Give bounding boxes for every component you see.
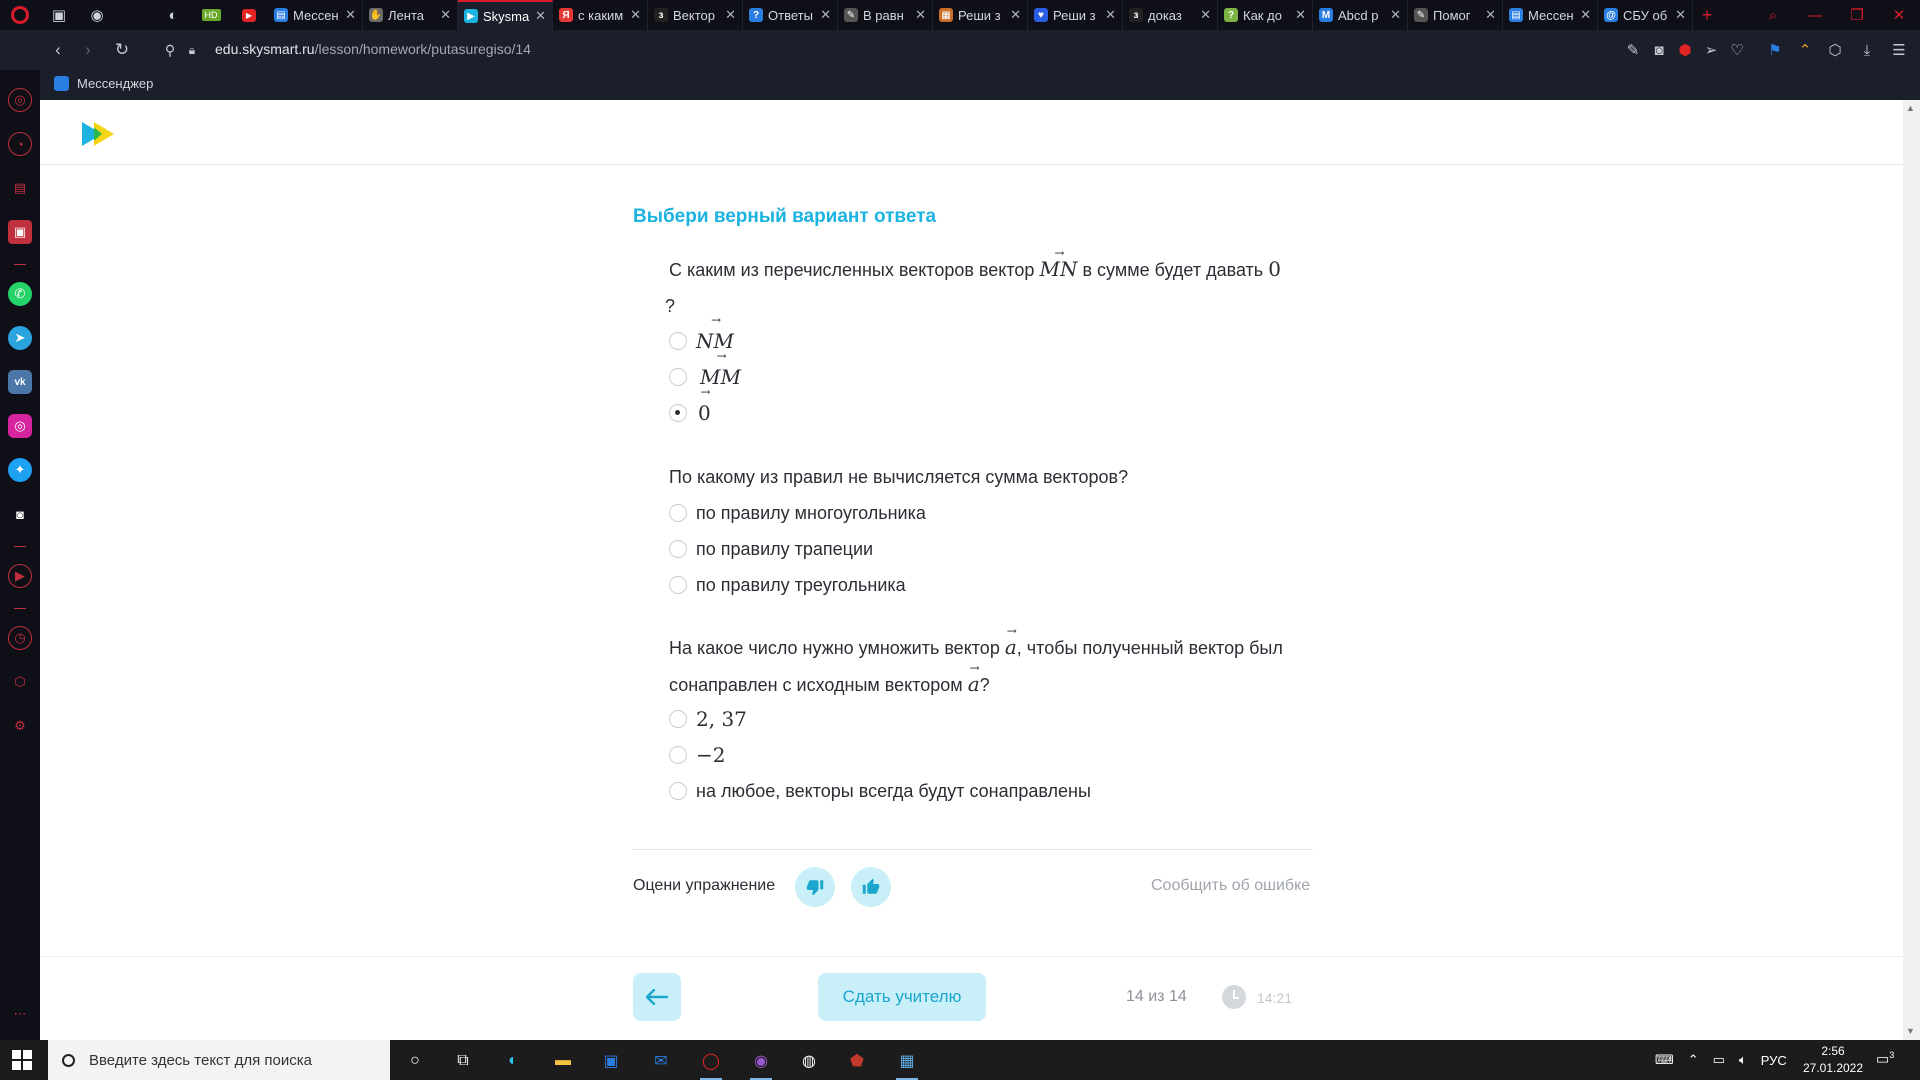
close-tab-icon[interactable]: ✕ bbox=[1390, 7, 1401, 22]
url-path: /lesson/homework/putasuregiso/14 bbox=[314, 41, 531, 57]
opera-menu-button[interactable] bbox=[0, 0, 40, 30]
notification-count: 3 bbox=[1889, 1050, 1895, 1060]
whatsapp-icon[interactable]: ✆ bbox=[8, 282, 32, 306]
question-mark: ? bbox=[979, 675, 990, 695]
vector-a: → a bbox=[968, 666, 980, 702]
instagram-icon[interactable]: ◎ bbox=[8, 414, 32, 438]
network-icon[interactable]: ▭ bbox=[1712, 1052, 1725, 1067]
question-text: На какое число нужно умножить вектор bbox=[669, 638, 1000, 658]
tab-favicon-icon: ? bbox=[1224, 8, 1238, 22]
tab-label: Реши з bbox=[1053, 7, 1096, 23]
question-3 bbox=[669, 629, 1309, 703]
radio-button[interactable] bbox=[669, 332, 687, 350]
close-tab-icon[interactable]: ✕ bbox=[725, 7, 736, 22]
thumbs-up-icon bbox=[862, 878, 880, 896]
opera-taskbar-icon[interactable]: ◯ bbox=[692, 1046, 730, 1076]
option-label: 2, 37 bbox=[696, 707, 747, 731]
search-placeholder: Введите здесь текст для поиска bbox=[89, 1051, 312, 1069]
clock-date: 27.01.2022 bbox=[1802, 1061, 1864, 1075]
back-nav-icon[interactable]: ‹ bbox=[55, 40, 61, 59]
tab-favicon-icon: ✋ bbox=[369, 9, 383, 21]
close-tab-icon[interactable]: ✕ bbox=[535, 8, 546, 23]
download-icon[interactable]: ⤓ bbox=[1863, 41, 1871, 59]
chevron-up-icon[interactable]: ⌃ bbox=[1687, 1052, 1699, 1067]
option-label: на любое, векторы всегда будут сонаправлены bbox=[696, 780, 1091, 801]
sidebar-separator bbox=[14, 264, 26, 265]
tab-favicon-icon: ✎ bbox=[844, 8, 858, 22]
q3-option-1[interactable] bbox=[669, 706, 747, 732]
browser-tab[interactable] bbox=[648, 0, 743, 30]
tab-label: Помог bbox=[1433, 7, 1471, 23]
tab-favicon-icon: ▶ bbox=[464, 9, 478, 23]
camera-icon[interactable]: ◙ bbox=[1654, 41, 1664, 59]
close-tab-icon[interactable]: ✕ bbox=[1105, 7, 1116, 22]
tab-favicon-icon: з bbox=[654, 8, 668, 22]
vk-icon[interactable]: vk bbox=[8, 370, 32, 394]
close-tab-icon[interactable]: ✕ bbox=[820, 7, 831, 22]
question-text: , чтобы полученный вектор был сонаправлен с исходным вектором bbox=[669, 638, 1283, 695]
taskbar-search-input[interactable] bbox=[48, 1040, 390, 1080]
question-text: С каким из перечисленных векторов вектор bbox=[669, 260, 1035, 280]
gamepad-icon[interactable]: ◎ bbox=[8, 88, 32, 112]
arrow-left-icon bbox=[646, 989, 668, 1005]
radio-button[interactable] bbox=[669, 576, 687, 594]
question-1 bbox=[665, 251, 1309, 324]
close-tab-icon[interactable]: ✕ bbox=[1010, 7, 1021, 22]
twitter-icon[interactable]: ✦ bbox=[8, 458, 32, 482]
keyboard-icon[interactable]: ⌨ bbox=[1655, 1052, 1674, 1067]
edit-icon[interactable]: ✎ bbox=[1626, 42, 1640, 59]
option-label: по правилу треугольника bbox=[696, 574, 906, 595]
report-error-link[interactable]: Сообщить об ошибке bbox=[1151, 877, 1311, 894]
option-label: −2 bbox=[696, 743, 726, 767]
file-explorer-icon[interactable]: ▬ bbox=[555, 1052, 571, 1069]
browser-tab[interactable] bbox=[743, 0, 838, 30]
notification-center-icon[interactable]: ▭$^3$ bbox=[1876, 1050, 1895, 1067]
radio-button[interactable] bbox=[669, 540, 687, 558]
close-tab-icon[interactable]: ✕ bbox=[1200, 7, 1211, 22]
scroll-down-icon[interactable]: ▼ bbox=[1906, 1026, 1915, 1036]
adblock-icon[interactable]: ⬢ bbox=[1678, 42, 1692, 59]
tab-label: Skysma bbox=[483, 8, 530, 24]
sidebar-separator bbox=[14, 608, 26, 609]
send-icon[interactable]: ➢ bbox=[1704, 42, 1718, 59]
system-tray bbox=[1648, 1040, 1794, 1080]
radio-button[interactable] bbox=[669, 368, 687, 386]
back-button[interactable] bbox=[633, 973, 681, 1021]
content-divider bbox=[633, 849, 1313, 850]
reload-icon[interactable]: ↻ bbox=[114, 40, 130, 59]
hd-icon: HD bbox=[202, 9, 221, 21]
task-title: Выбери верный вариант ответа bbox=[633, 206, 937, 227]
browser-tab[interactable] bbox=[1598, 0, 1693, 30]
tab-favicon-icon: @ bbox=[1604, 8, 1618, 22]
discord-icon[interactable]: ◙ bbox=[16, 506, 24, 522]
tab-label: В равн bbox=[863, 7, 904, 23]
forward-nav-icon[interactable]: › bbox=[85, 40, 91, 59]
restore-icon[interactable]: ❐ bbox=[1850, 7, 1864, 24]
tab-label: Вектор bbox=[673, 7, 716, 23]
youtube-icon: ▶ bbox=[242, 9, 256, 22]
close-tab-icon[interactable]: ✕ bbox=[1580, 7, 1591, 22]
q3-option-3[interactable] bbox=[669, 778, 1091, 804]
close-tab-icon[interactable]: ✕ bbox=[915, 7, 926, 22]
browser-tab[interactable] bbox=[933, 0, 1028, 30]
tab-label: с каким bbox=[578, 7, 624, 23]
tabs-container bbox=[268, 0, 1693, 30]
pinned-tab-apple[interactable] bbox=[116, 0, 154, 30]
tab-label: Реши з bbox=[958, 7, 1001, 23]
pinned-tab-1[interactable] bbox=[40, 0, 78, 30]
more-icon[interactable]: ⋯ bbox=[13, 1006, 27, 1021]
option-label: → 0 bbox=[698, 401, 711, 425]
browser-tab-bar bbox=[0, 0, 1920, 30]
close-tab-icon[interactable]: ✕ bbox=[1675, 7, 1686, 22]
q3-option-2[interactable] bbox=[669, 742, 725, 768]
search-icon bbox=[62, 1054, 75, 1067]
radio-button[interactable] bbox=[669, 504, 687, 522]
option-label: → NM bbox=[696, 329, 734, 353]
option-label: по правилу многоугольника bbox=[696, 502, 926, 523]
radio-button[interactable] bbox=[669, 782, 687, 800]
cube-icon[interactable]: ⬡ bbox=[1828, 42, 1842, 59]
browser-tab[interactable] bbox=[838, 0, 933, 30]
clock-time: 2:56 bbox=[1821, 1044, 1845, 1058]
minimize-icon[interactable]: — bbox=[1807, 6, 1823, 24]
browser-tab[interactable] bbox=[1028, 0, 1123, 30]
speed-dial-icon[interactable]: ◔ bbox=[8, 132, 32, 156]
browser-tab[interactable] bbox=[1218, 0, 1313, 30]
tab-label: Как до bbox=[1243, 7, 1282, 23]
browser-tab[interactable] bbox=[268, 0, 363, 30]
discord-taskbar-icon[interactable]: ◉ bbox=[742, 1046, 780, 1076]
cube-icon[interactable]: ⬡ bbox=[14, 674, 26, 689]
option-label: по правилу трапеции bbox=[696, 538, 874, 559]
telegram-icon[interactable]: ➤ bbox=[8, 326, 32, 350]
option-label: → MM bbox=[700, 365, 741, 389]
photos-icon[interactable]: ▦ bbox=[888, 1046, 926, 1076]
q2-option-2[interactable] bbox=[669, 536, 873, 562]
tab-favicon-icon: M bbox=[1319, 8, 1333, 22]
skysmart-logo-icon[interactable] bbox=[80, 120, 116, 148]
browser-tab[interactable] bbox=[1313, 0, 1408, 30]
clock-icon bbox=[1222, 985, 1246, 1009]
language-indicator[interactable]: РУС bbox=[1760, 1052, 1787, 1068]
q2-option-1[interactable] bbox=[669, 500, 926, 526]
question-text: По какому из правил не вычисляется сумма векторов? bbox=[669, 467, 1129, 487]
tab-favicon-icon: ▦ bbox=[939, 8, 953, 22]
pinned-tab-youtube[interactable] bbox=[230, 0, 268, 30]
thumbs-down-button[interactable] bbox=[795, 867, 835, 907]
twitch-icon[interactable]: ▣ bbox=[8, 220, 32, 244]
bag-icon[interactable]: ▤ bbox=[13, 180, 27, 195]
question-2 bbox=[669, 459, 1309, 495]
close-tab-icon[interactable]: ✕ bbox=[345, 7, 356, 22]
store-icon[interactable]: ▣ bbox=[603, 1053, 619, 1070]
tab-label: СБУ об bbox=[1623, 7, 1668, 23]
close-tab-icon[interactable]: ✕ bbox=[630, 7, 641, 22]
mail-icon[interactable]: ✉ bbox=[654, 1053, 668, 1070]
extension-icon[interactable]: ⌃ bbox=[1798, 42, 1812, 59]
tab-label: Мессен bbox=[293, 7, 339, 23]
browser-tab[interactable] bbox=[1408, 0, 1503, 30]
q2-option-3[interactable] bbox=[669, 572, 906, 598]
task-view-icon[interactable]: ⧉ bbox=[457, 1052, 469, 1069]
address-bar bbox=[0, 30, 1920, 70]
rate-label: Оцени упражнение bbox=[633, 877, 776, 894]
close-tab-icon[interactable]: ✕ bbox=[1485, 7, 1496, 22]
page-content bbox=[40, 100, 1903, 1040]
new-tab-button[interactable]: + bbox=[1701, 4, 1713, 25]
volume-icon[interactable]: 🔈︎ bbox=[1738, 1052, 1747, 1067]
browser-tab[interactable] bbox=[363, 0, 458, 30]
pinned-tab-icon: ▣ bbox=[51, 7, 67, 24]
browser-tab[interactable] bbox=[1503, 0, 1598, 30]
question-text: в сумме будет давать bbox=[1082, 260, 1264, 280]
heart-icon[interactable]: ♡ bbox=[1730, 42, 1744, 59]
tab-favicon-icon: ? bbox=[749, 8, 763, 22]
lock-icon[interactable]: 🔒︎ bbox=[188, 42, 196, 57]
steam-icon[interactable]: ◍ bbox=[802, 1053, 816, 1070]
menu-icon[interactable]: ☰ bbox=[1892, 42, 1906, 59]
thumbs-down-icon bbox=[806, 878, 824, 896]
header-divider bbox=[40, 164, 1903, 165]
bookmark-messenger[interactable] bbox=[54, 76, 153, 91]
tab-favicon-icon: ♥ bbox=[1034, 8, 1048, 22]
edge-icon[interactable]: ◐ bbox=[508, 1052, 518, 1069]
question-mark: ? bbox=[665, 296, 676, 316]
radio-button[interactable] bbox=[669, 710, 687, 728]
opera-logo-icon bbox=[11, 6, 29, 24]
tab-favicon-icon: з bbox=[1129, 8, 1143, 22]
tab-label: Abcd р bbox=[1338, 7, 1379, 23]
q1-option-3[interactable] bbox=[669, 400, 711, 426]
submit-to-teacher-button[interactable]: Сдать учителю bbox=[818, 973, 986, 1021]
bookmark-label: Мессенджер bbox=[77, 76, 154, 91]
url-host: edu.skysmart.ru bbox=[215, 41, 315, 57]
footer-divider bbox=[40, 956, 1903, 957]
taskbar-clock[interactable] bbox=[1800, 1043, 1866, 1077]
cortana-icon[interactable]: ○ bbox=[410, 1052, 420, 1069]
browser-sidebar bbox=[0, 70, 40, 1040]
tab-favicon-icon: ▤ bbox=[274, 8, 288, 22]
windows-start-icon[interactable] bbox=[12, 1050, 32, 1070]
browser-tab[interactable] bbox=[458, 0, 553, 30]
window-controls bbox=[1752, 0, 1920, 30]
location-pin-icon[interactable]: ⚲ bbox=[164, 41, 176, 58]
search-tabs-icon[interactable]: ⌕ bbox=[1768, 6, 1778, 24]
tab-favicon-icon: Я bbox=[559, 8, 573, 22]
tab-label: Лента bbox=[388, 7, 424, 23]
flag-icon[interactable]: ⚑ bbox=[1768, 42, 1782, 59]
radio-button[interactable] bbox=[669, 746, 687, 764]
pinned-tab-icon: ◐ bbox=[168, 6, 178, 24]
history-icon[interactable]: ◷ bbox=[8, 626, 32, 650]
bookmarks-bar bbox=[40, 70, 1920, 100]
pinned-tab-hd[interactable] bbox=[192, 0, 230, 30]
close-window-icon[interactable]: ✕ bbox=[1892, 7, 1906, 24]
windows-taskbar bbox=[0, 1040, 1920, 1080]
browser-tab[interactable] bbox=[1123, 0, 1218, 30]
close-tab-icon[interactable]: ✕ bbox=[440, 7, 451, 22]
thumbs-up-button[interactable] bbox=[851, 867, 891, 907]
tab-label: Мессен bbox=[1528, 7, 1574, 23]
tab-label: Ответы bbox=[768, 7, 813, 23]
progress-counter: 14 из 14 bbox=[1126, 988, 1187, 1005]
pinned-tab-2[interactable] bbox=[78, 0, 116, 30]
settings-gear-icon[interactable]: ⚙ bbox=[14, 718, 26, 733]
zero-value: 0 bbox=[1268, 257, 1281, 281]
browser-tab[interactable] bbox=[553, 0, 648, 30]
player-icon[interactable]: ▶ bbox=[8, 564, 32, 588]
tab-favicon-icon: ✎ bbox=[1414, 8, 1428, 22]
messenger-icon bbox=[54, 76, 69, 91]
radio-button-selected[interactable] bbox=[669, 404, 687, 422]
page-scrollbar[interactable] bbox=[1903, 100, 1920, 1040]
tab-favicon-icon: ▤ bbox=[1509, 8, 1523, 22]
vector-a: → a bbox=[1005, 629, 1017, 665]
vector-mn: → MN bbox=[1039, 251, 1077, 287]
sidebar-separator bbox=[14, 546, 26, 547]
close-tab-icon[interactable]: ✕ bbox=[1295, 7, 1306, 22]
scroll-up-icon[interactable]: ▲ bbox=[1906, 103, 1915, 113]
tab-label: доказ bbox=[1148, 7, 1182, 23]
game-icon[interactable]: ⬟ bbox=[850, 1053, 864, 1070]
pinned-tab-4[interactable] bbox=[154, 0, 192, 30]
url-field[interactable] bbox=[215, 41, 531, 57]
pinned-tab-icon: ◉ bbox=[90, 7, 104, 24]
timer: 14:21 bbox=[1257, 990, 1293, 1006]
